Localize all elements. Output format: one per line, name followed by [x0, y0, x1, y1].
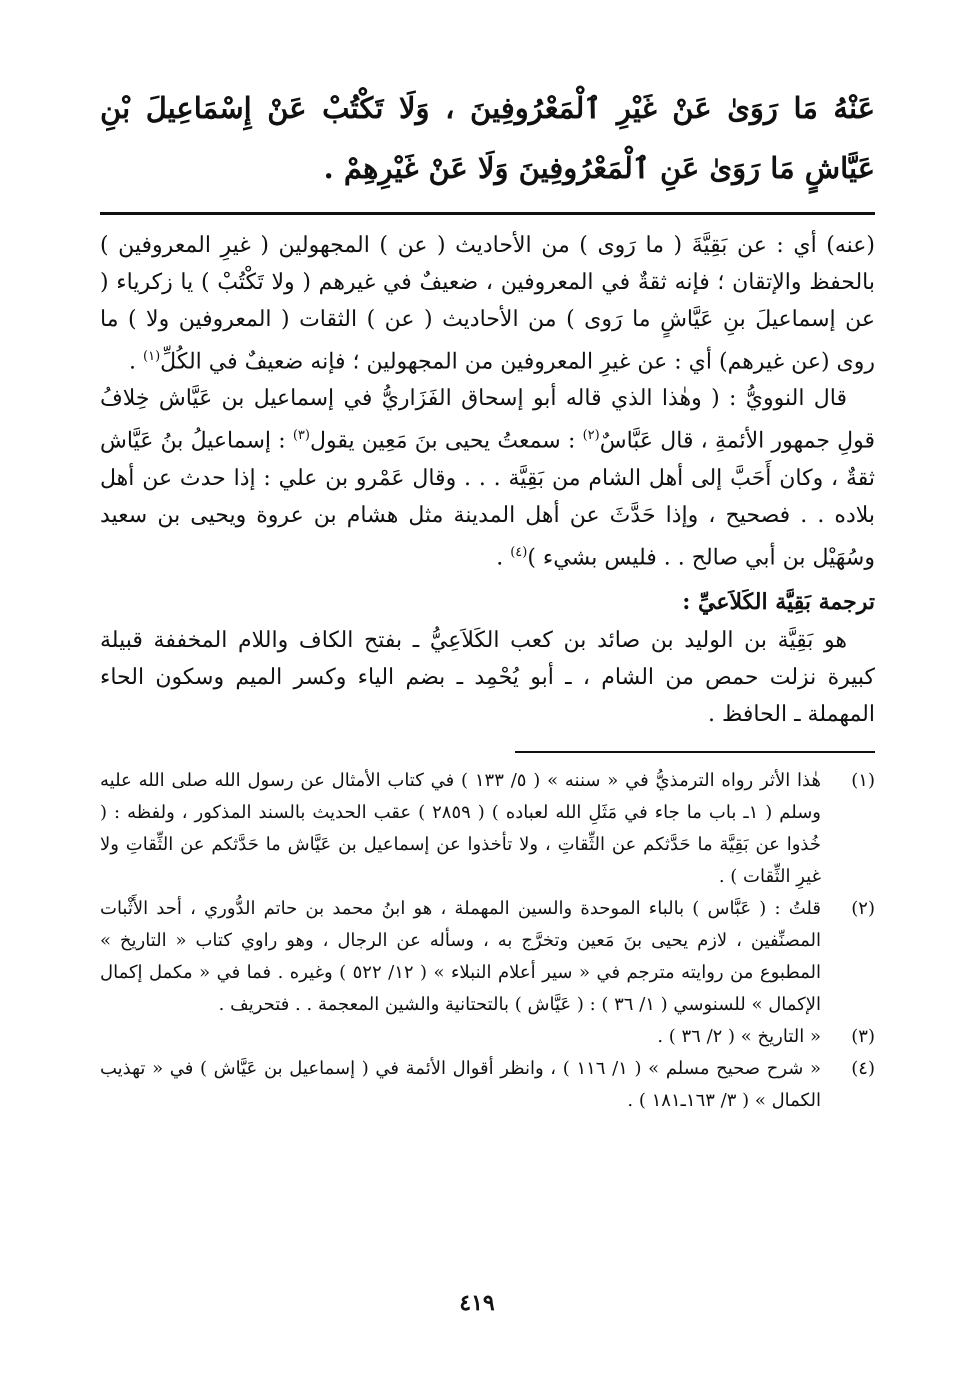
period: .: [129, 349, 144, 375]
footnote-number: (٢): [851, 897, 875, 919]
footnote-ref-4[interactable]: (٤): [510, 544, 528, 560]
page-number: ٤١٩: [459, 1290, 495, 1316]
footnote-text: « شرح صحيح مسلم » ( ١/ ١١٦ ) ، وانظر أقوال الأئمة في ( إسماعيل بن عَيَّاش ) في « تهذيب الكمال » ( ٣/ ١٦٣ـ١٨١ ) .: [100, 1057, 821, 1111]
footnote: [100, 893, 875, 1021]
footnote: [100, 1053, 875, 1117]
footnote: [100, 1021, 875, 1053]
separator-rule: [100, 212, 875, 215]
footnote-rule: [515, 751, 875, 753]
footnote-ref-2[interactable]: (٢): [582, 428, 600, 444]
footnote-number: (١): [851, 769, 875, 791]
commentary-paragraph-2: [100, 380, 875, 576]
footnote: [100, 765, 875, 893]
footnote-ref-1[interactable]: (١): [143, 349, 161, 364]
section-heading: ترجمة بَقِيَّة الكَلاَعيِّ :: [682, 588, 875, 615]
commentary-paragraph-3: هو بَقِيَّة بن الوليد بن صائد بن كعب الكَلاَعِيُّ ـ بفتح الكاف واللام المخففة قبيلة كبيرة نزلت حمص من الشام ، ـ أبو يُحْمِد ـ بضم الياء وكسر الميم وسكون الحاء المهملة ـ الحافظ .: [100, 627, 875, 727]
commentary-paragraph-1: [100, 227, 875, 380]
footnote-text: « التاريخ » ( ٢/ ٣٦ ) .: [657, 1025, 821, 1047]
commentary-text: (عنه) أي : عن بَقِيَّةَ ( ما رَوى ) من الأحاديث ( عن ) المجهولين ( غيرِ المعروفين ) بالحفظ والإتقان ؛ فإنه ثقةٌ في المعروفين ، ضعيفٌ في غيرهم ( ولا تَكْتُبْ ) يا زكرياء ( عن إسماعيلَ بنِ عَيَّاشٍ ما رَوى ) من الأحاديث ( عن ) الثقات ( المعروفين ولا ) ما روى (عن غيرهم) أي : عن غيرِ المعروفين من المجهولين ؛ فإنه ضعيفٌ في الكُلِّ: [100, 233, 875, 375]
footnote-text: هٰذا الأثر رواه الترمذيُّ في « سننه » ( ٥/ ١٣٣ ) في كتاب الأمثال عن رسول الله صلى الله عليه وسلم ( ١ـ باب ما جاء في مَثَلِ الله لعباده ) ( ٢٨٥٩ ) عقب الحديث بالسند المذكور ، ولفظه : ( خُذوا عن بَقِيَّة ما حَدَّثكم عن الثِّقاتِ ، ولا تأخذوا عن إسماعيل بن عَيَّاش ما حَدَّثكم عن الثِّقاتِ ولا غيرِ الثِّقات ) .: [100, 769, 821, 887]
footnote-ref-3[interactable]: (٣): [292, 428, 310, 444]
footnote-number: (٣): [851, 1025, 875, 1047]
commentary: [100, 227, 875, 733]
commentary-text: : إسماعيلُ بنُ عَيَّاش ثقةٌ ، وكان أَحَبَّ إلى أهل الشام من بَقِيَّة . . . وقال عَمْرو بن علي : إذا حدث عن أهل بلاده . . فصحيح ، وإذا حَدَّثَ عن أهل المدينة مثل هشام بن عروة ويحيى بن سعيد وسُهَيْل بن أبي صالح . . فليس بشيء ): [100, 428, 875, 570]
commentary-text: : سمعتُ يحيى بنَ مَعِين يقول: [309, 428, 583, 454]
footnote-text: قلتُ : ( عَبَّاس ) بالباء الموحدة والسين المهملة ، هو ابنُ محمد بن حاتم الدُّوري ، أحد الأَثْبات المصنِّفين ، لازم يحيى بنَ مَعين وتخرَّج به ، وسأله عن الرجال ، وهو راوي كتاب « التاريخ » المطبوع من روايته مترجم في « سير أعلام النبلاء » ( ١٢/ ٥٢٢ ) وغيره . فما في « مكمل إكمال الإكمال » للسنوسي ( ١/ ٣٦ ) : ( عَيَّاش ) بالتحتانية والشين المعجمة . . فتحريف .: [100, 897, 821, 1015]
period: .: [496, 544, 511, 570]
main-text: عَنْهُ مَا رَوَىٰ عَنْ غَيْرِ ٱلْمَعْرُوفِينَ ، وَلَا تَكْتُبْ عَنْ إِسْمَاعِيلَ بْنِ عَيَّاشٍ مَا رَوَىٰ عَنِ ٱلْمَعْرُوفِينَ وَلَا عَنْ غَيْرِهِمْ .: [100, 91, 875, 185]
footnotes: [100, 765, 875, 1117]
page-body: [100, 78, 875, 1117]
commentary-text: قال النوويُّ : ( وهٰذا الذي قاله أبو إسحاق الفَزَاريُّ في إسماعيل بن عَيَّاش خِلافُ قولِ جمهور الأئمةِ ، قال عَبَّاسٌ: [100, 386, 875, 454]
footnote-number: (٤): [851, 1057, 875, 1079]
